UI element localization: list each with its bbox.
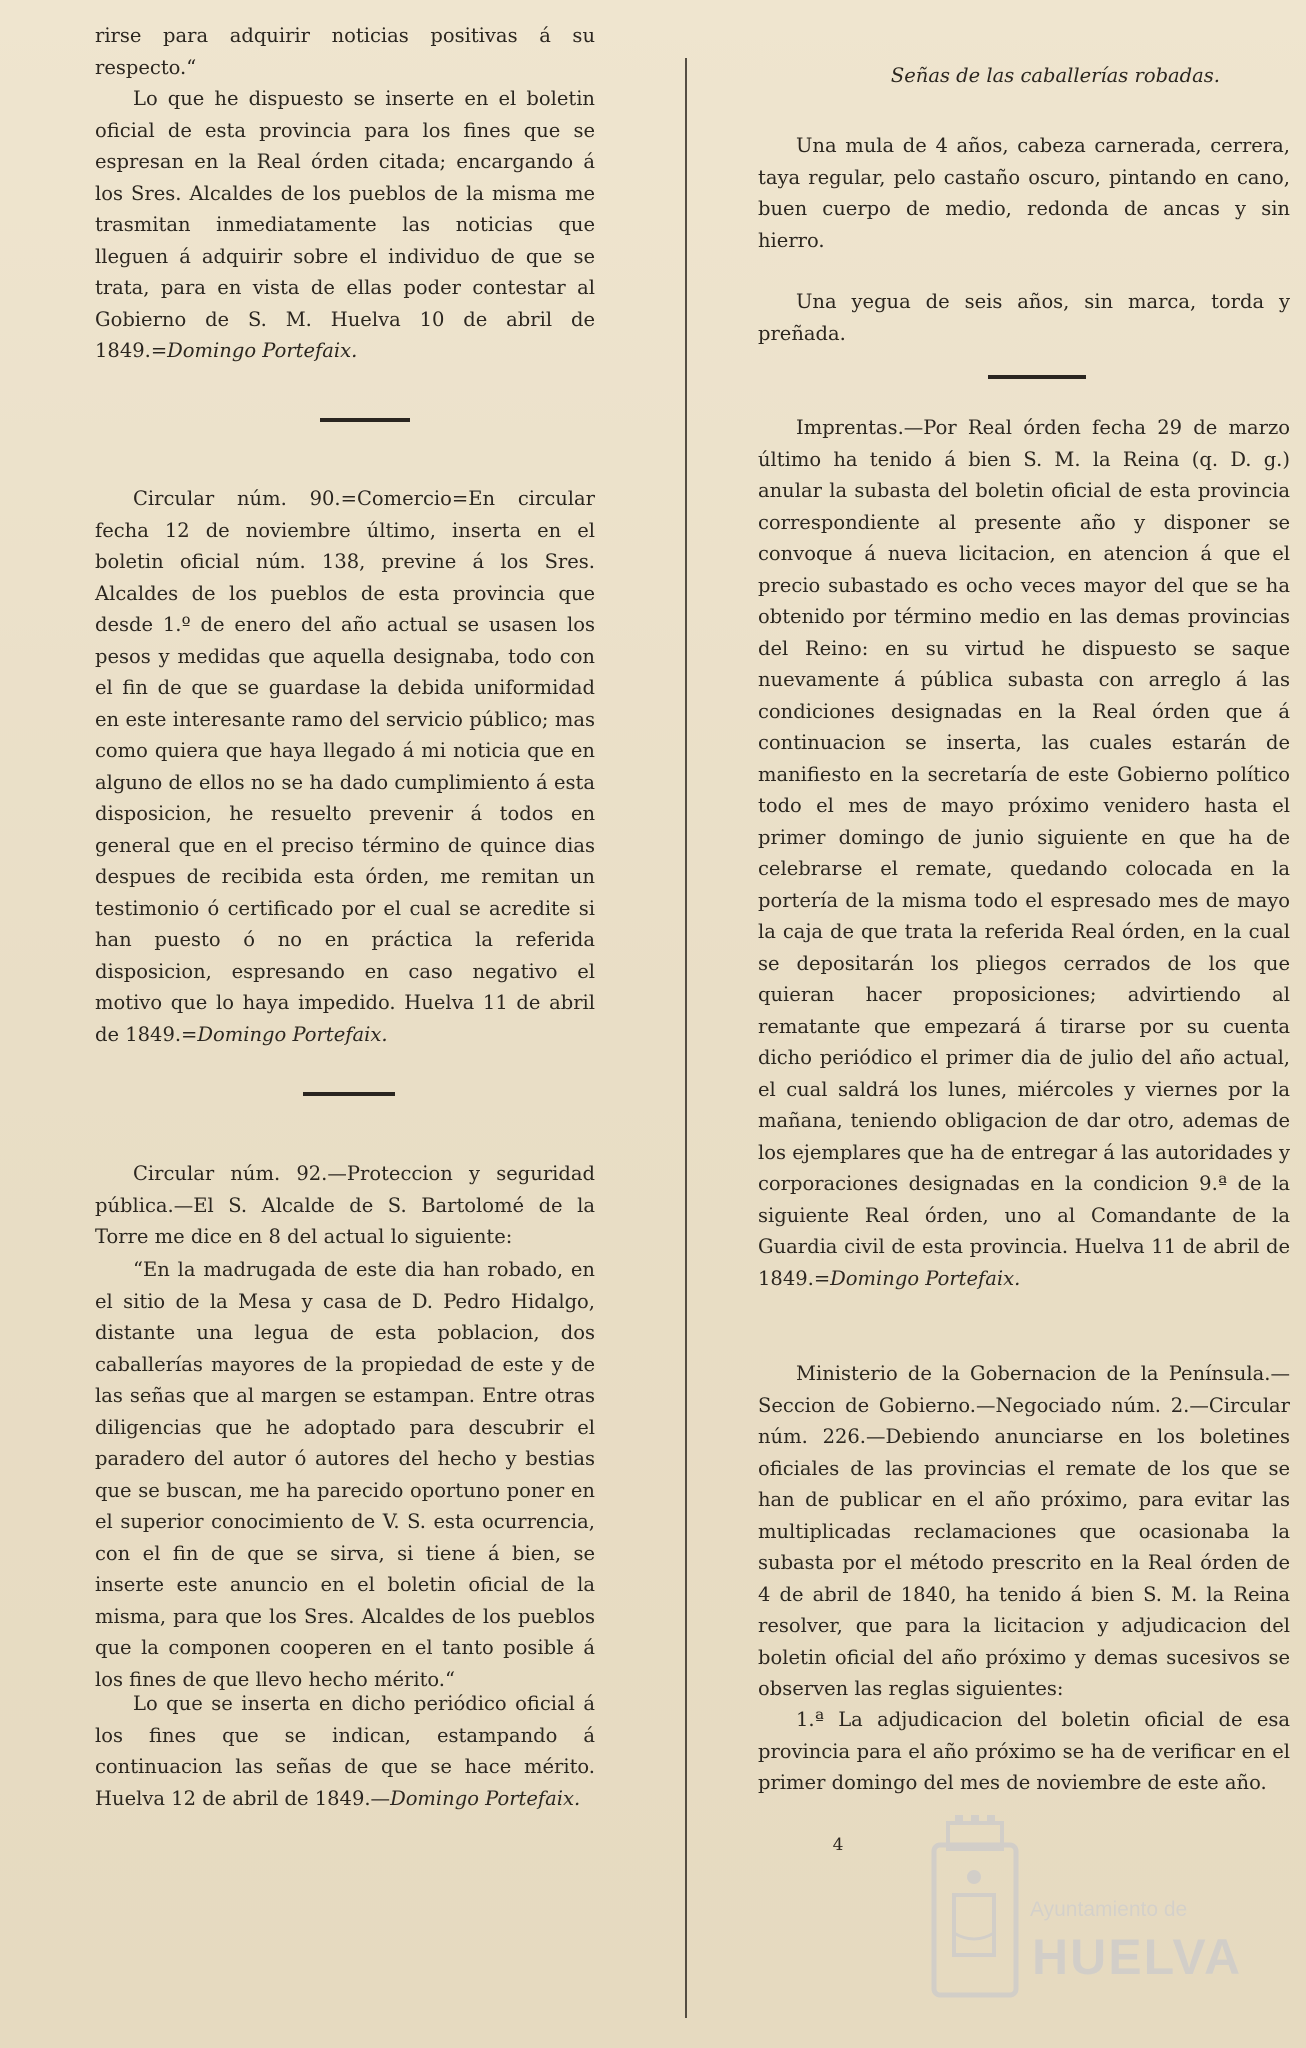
signature: Domingo Portefaix.: [390, 1786, 581, 1810]
watermark-line-1: Ayuntamiento de: [1030, 1898, 1188, 1921]
imprentas-paragraph: [758, 412, 1290, 1294]
section-heading: Señas de las caballerías robadas.: [890, 64, 1220, 87]
yegua-description: Una yegua de seis años, sin marca, torda y preñada.: [758, 290, 1290, 345]
robbery-report-paragraph: “En la madrugada de este dia han robado, en el sitio de la Mesa y casa de D. Pedro Hidalgo, distante una legua de esta poblacion, dos caballerías mayores de la propiedad de este y de las señas que al margen se estampan. Entre otras diligencias que he adoptado para descubrir el paradero del autor ó autores del hecho y bestias que se buscan, me ha parecido oportuno poner en el superior conocimiento de V. S. esta ocurrencia, con el fin de que se sirva, si tiene á bien, se inserte este anuncio en el boletin oficial de la misma, para que los Sres. Alcaldes de los pueblos que la componen cooperen en el tanto posible á los fines de que llevo hecho mérito.“: [95, 1258, 595, 1691]
regla-1-paragraph: 1.ª La adjudicacion del boletin oficial de esa provincia para el año próximo se ha de verificar en el primer domingo del mes de noviembre de este año.: [758, 1708, 1290, 1794]
column-divider: [685, 58, 687, 2018]
imprentas-text: Imprentas.—Por Real órden fecha 29 de marzo último ha tenido á bien S. M. la Reina (q. D. g.) anular la subasta del boletin oficial de esta provincia correspondiente al presente año y disponer se convoque á nueva licitacion, en atencion á que el precio subastado es ocho veces mayor del que se ha obtenido por término medio en las demas provincias del Reino: en su virtud he dispuesto se saque nuevamente á pública subasta con arreglo á las condiciones designadas en la Real órden que á continuacion se inserta, las cuales estarán de manifiesto en la secretaría de este Gobierno político todo el mes de mayo próximo venidero hasta el primer domingo de junio siguiente en que ha de celebrarse el remate, quedando colocada en la portería de la misma todo el espresado mes de mayo la caja de que trata la referida Real órden, en la cual se depositarán los pliegos cerrados de los que quieran hacer proposiciones; advirtiendo al rematante que empezará á tirarse por su cuenta dicho periódico el primer dia de julio del año actual, el cual saldrá los lunes, miércoles y viernes por la mañana, teniendo obligacion de dar otro, ademas de los ejemplares que ha de entregar á las autoridades y corporaciones designadas en la condicion 9.ª de la siguiente Real órden, uno al Comandante de la Guardia civil de esta provincia. Huelva 11 de abril de 1849.=: [758, 416, 1290, 1290]
signature: Domingo Portefaix.: [197, 1022, 388, 1046]
watermark-line-2: HUELVA: [1032, 1929, 1243, 1985]
insertion-note-text: Lo que se inserta en dicho periódico oficial á los fines que se indican, estampando á continuacion las señas de que se hace mérito. Huelva 12 de abril de 1849.—: [95, 1692, 595, 1810]
circular-90-paragraph: [95, 483, 595, 1050]
signature: Domingo Portefaix.: [830, 1266, 1021, 1290]
section-rule: [303, 1092, 395, 1096]
decree-paragraph: [95, 83, 595, 367]
coat-of-arms-icon: [920, 1815, 1030, 2025]
mula-description: Una mula de 4 años, cabeza carnerada, cerrera, taya regular, pelo castaño oscuro, pintando en cano, buen cuerpo de medio, redonda de ancas y sin hierro.: [758, 134, 1290, 252]
page-number: 4: [832, 1835, 844, 1855]
continuation-paragraph: rirse para adquirir noticias positivas á su respecto.“: [95, 24, 595, 79]
section-rule: [988, 375, 1086, 379]
section-rule: [320, 418, 410, 422]
insertion-note-paragraph: [95, 1688, 595, 1814]
circular-90-text: Circular núm. 90.=Comercio=En circular fecha 12 de noviembre último, inserta en el boletin oficial núm. 138, previne á los Sres. Alcaldes de los pueblos de esta provincia que desde 1.º de enero del año actual se usasen los pesos y medidas que aquella designaba, todo con el fin de que se guardase la debida uniformidad en este interesante ramo del servicio público; mas como quiera que haya llegado á mi noticia que en alguno de ellos no se ha dado cumplimiento á esta disposicion, he resuelto prevenir á todos en general que en el preciso término de quince dias despues de recibida esta órden, me remitan un testimonio ó certificado por el cual se acredite si han puesto ó no en práctica la referida disposicion, espresando en caso negativo el motivo que lo haya impedido. Huelva 11 de abril de 1849.=: [95, 487, 595, 1046]
circular-92-paragraph: Circular núm. 92.—Proteccion y seguridad pública.—El S. Alcalde de S. Bartolomé de la Torre me dice en 8 del actual lo siguiente:: [95, 1162, 595, 1248]
ministerio-paragraph: Ministerio de la Gobernacion de la Península.—Seccion de Gobierno.—Negociado núm. 2.—Circular núm. 226.—Debiendo anunciarse en los boletines oficiales de las provincias el remate de los que se han de publicar en el año próximo, para evitar las multiplicadas reclamaciones que ocasionaba la subasta por el método prescrito en la Real órden de 4 de abril de 1840, ha tenido á bien S. M. la Reina resolver, que para la licitacion y adjudicacion del boletin oficial del año próximo y demas sucesivos se observen las reglas siguientes:: [758, 1362, 1290, 1700]
municipal-watermark: [920, 1810, 1280, 2030]
decree-text: Lo que he dispuesto se inserte en el boletin oficial de esta provincia para los fines que se espresan en la Real órden citada; encargando á los Sres. Alcaldes de los pueblos de la misma me trasmitan inmediatamente las noticias que lleguen á adquirir sobre el individuo de que se trata, para en vista de ellas poder contestar al Gobierno de S. M. Huelva 10 de abril de 1849.=: [95, 87, 595, 362]
signature: Domingo Portefaix.: [167, 339, 358, 362]
